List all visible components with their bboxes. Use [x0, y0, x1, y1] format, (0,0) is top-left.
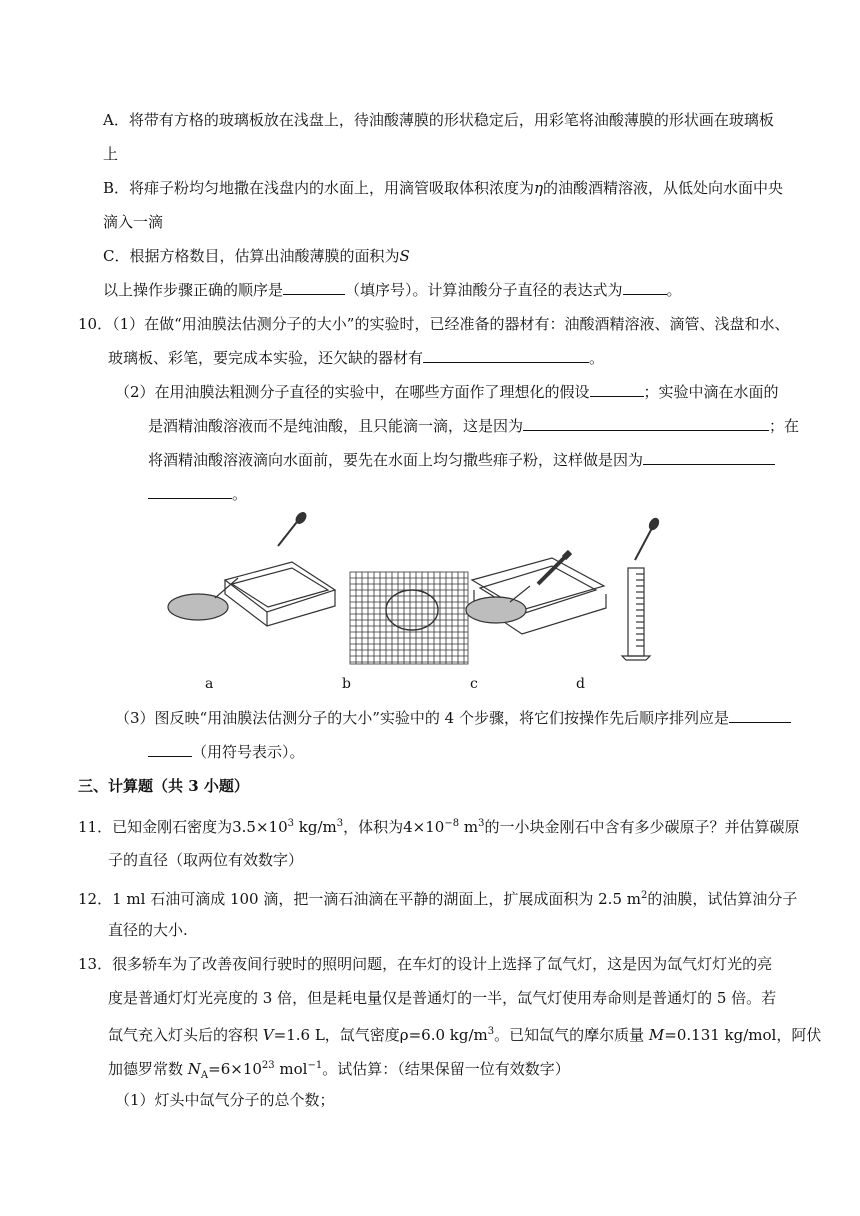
q11-number: 11．: [78, 818, 113, 836]
q9-order-end: 。: [666, 281, 682, 299]
q13-text4a: 加德罗常数: [108, 1060, 188, 1078]
q11-text1: 已知金刚石密度为: [112, 818, 233, 836]
q12-text1: 1 ml 石油可滴成 100 滴，把一滴石油滴在平静的湖面上，扩展成面积为 2.5 m: [112, 890, 641, 908]
q10-part2-line4: [148, 484, 247, 504]
q9-option-b-post: 的油酸酒精溶液，从低处向水面中央: [543, 179, 784, 197]
experiment-steps-figure: [160, 510, 690, 670]
q11-density-unit-exp: 3: [336, 818, 344, 829]
q13-text3b: =1.6 L，氙气密度ρ=6.0 kg/m: [273, 1026, 488, 1044]
q9-eta-symbol: η: [534, 179, 544, 197]
q13-n-sub: A: [200, 1070, 209, 1081]
q13-sub1: （1）灯头中氙气分子的总个数；: [115, 1091, 335, 1109]
q10-part1-text1: （1）在做“用油膜法估测分子的大小”的实验时，已经准备的器材有：油酸酒精溶液、滴管、浅盘和水、: [112, 315, 790, 333]
q10-part2-text1-end: ；实验中滴在水面的: [643, 383, 779, 401]
dropper-icon: [278, 511, 308, 546]
q10-order-blank-cont[interactable]: [148, 742, 192, 757]
q10-powder-reason-blank[interactable]: [643, 450, 775, 465]
q11-line2: 子的直径（取两位有效数字）: [108, 851, 304, 869]
q12-line2: 直径的大小.: [108, 921, 188, 939]
q9-option-b-pre: B．将痱子粉均匀地撒在浅盘内的水面上，用滴管吸取体积浓度为: [103, 179, 535, 197]
q10-part3-line1: [115, 708, 791, 728]
q10-part2-line2: [148, 416, 799, 436]
q10-part2-end: 。: [232, 485, 248, 503]
q13-line1: [78, 954, 772, 974]
q13-text3c: 。已知氙气的摩尔质量: [494, 1026, 649, 1044]
q12-area-exp: 2: [640, 890, 648, 901]
figure-label-a: a: [205, 676, 214, 692]
q13-text4c: mol: [274, 1060, 308, 1078]
q13-number: 13．: [78, 955, 113, 973]
q13-v-symbol: V: [262, 1026, 274, 1044]
q13-text1: 很多轿车为了改善夜间行驶时的照明问题，在车灯的设计上选择了氙气灯，这是因为氙气灯灯光的亮: [112, 955, 773, 973]
q10-part1-end: 。: [589, 349, 605, 367]
q10-assumption-blank[interactable]: [590, 382, 644, 397]
q12-line1: [78, 886, 797, 909]
q10-order-blank[interactable]: [729, 708, 791, 723]
q13-line2: 度是普通灯灯光亮度的 3 倍，但是耗电量仅是普通灯的一半，氙气灯使用寿命则是普通灯的 5 倍。若: [108, 989, 777, 1007]
figure-d-cylinder: [622, 517, 660, 660]
q11-volume: 4×10: [403, 818, 445, 836]
q13-avogadro-exp: 23: [261, 1060, 275, 1071]
q12-text2: 的油膜，试估算油分子: [647, 890, 798, 908]
q9-order-pre: 以上操作步骤正确的顺序是: [103, 281, 284, 299]
q9-option-a-cont: [103, 144, 118, 164]
q10-missing-equipment-blank[interactable]: [423, 348, 589, 363]
q10-part2-line1: [115, 382, 779, 402]
q10-part1-text2: 玻璃板、彩笔，要完成本实验，还欠缺的器材有: [108, 349, 424, 367]
q9-order-mid: （填序号）。计算油酸分子直径的表达式为: [345, 281, 623, 299]
figure-c-tray: [466, 552, 606, 634]
q9-option-b-cont-text: 滴入一滴: [103, 213, 164, 231]
q11-volume-unit: m: [459, 818, 479, 836]
q13-n-symbol: N: [187, 1060, 201, 1078]
q13-mol-exp: −1: [307, 1060, 323, 1071]
q10-part2-text2: 是酒精油酸溶液而不是纯油酸，且只能滴一滴，这是因为: [148, 417, 524, 435]
figure-label-d: d: [576, 676, 585, 692]
q10-part1-line1: [78, 314, 789, 334]
q10-part3-text1: （3）图反映“用油膜法估测分子的大小”实验中的 4 个步骤，将它们按操作先后顺序排列应是: [115, 709, 729, 727]
q10-part2-line3: [148, 450, 775, 470]
q9-option-a-text: A．将带有方格的玻璃板放在浅盘上，待油酸薄膜的形状稳定后，用彩笔将油酸薄膜的形状画在玻璃板: [103, 111, 774, 129]
q13-density-exp: 3: [487, 1026, 495, 1037]
q9-option-c: [103, 246, 410, 266]
q11-density: 3.5×10: [232, 818, 288, 836]
q9-option-a: [103, 110, 774, 130]
q9-order-blank[interactable]: [283, 280, 345, 295]
q10-part3-line2: [148, 742, 305, 762]
q10-powder-reason-blank-cont[interactable]: [148, 484, 232, 499]
section-heading: 三、计算题（共 3 小题）: [78, 777, 249, 795]
q10-part1-line2: [108, 348, 604, 368]
pen-icon: [538, 552, 570, 584]
q9-option-a-cont-text: 上: [103, 145, 119, 163]
q9-option-b: [103, 178, 783, 198]
q10-reason-blank[interactable]: [523, 416, 769, 431]
figure-b-grid: [350, 572, 468, 664]
q12-number: 12．: [78, 890, 113, 908]
q13-text3a: 氙气充入灯头后的容积: [108, 1026, 263, 1044]
q11-density-unit: kg/m: [294, 818, 337, 836]
q10-number: 10．: [78, 315, 113, 333]
figure-label-b: b: [342, 676, 351, 692]
q10-part3-end: （用符号表示）。: [192, 743, 305, 761]
q11-text2: ，体积为: [343, 818, 404, 836]
q11-volume-unit-exp: 3: [478, 818, 485, 829]
q11-density-exp: 3: [287, 818, 294, 829]
figure-label-c: c: [470, 676, 478, 692]
q9-order-line: [103, 280, 682, 300]
q10-part2-text2-end: ；在: [769, 417, 800, 435]
q11-line1: [78, 814, 799, 837]
q11-volume-exp: −8: [444, 818, 460, 829]
q13-text4b: =6×10: [208, 1060, 262, 1078]
q13-line3: [108, 1022, 821, 1045]
figure-a-tray: [168, 511, 335, 626]
q13-m-symbol: M: [648, 1026, 665, 1044]
dropper-icon-d: [635, 517, 660, 560]
q13-line4: [108, 1056, 570, 1086]
q11-text3: 的一小块金刚石中含有多少碳原子？并估算碳原: [484, 818, 800, 836]
q13-text3d: =0.131 kg/mol，阿伏: [664, 1026, 822, 1044]
q9-option-c-pre: C．根据方格数目，估算出油酸薄膜的面积为: [103, 247, 400, 265]
q10-part2-text1: （2）在用油膜法粗测分子直径的实验中，在哪些方面作了理想化的假设: [115, 383, 590, 401]
q9-option-b-cont: [103, 212, 163, 232]
q13-text4d: 。试估算：（结果保留一位有效数字）: [322, 1060, 570, 1078]
q9-s-symbol: S: [399, 247, 410, 265]
q9-formula-blank[interactable]: [623, 280, 667, 295]
q10-part2-text3: 将酒精油酸溶液滴向水面前，要先在水面上均匀撒些痱子粉，这样做是因为: [148, 451, 644, 469]
